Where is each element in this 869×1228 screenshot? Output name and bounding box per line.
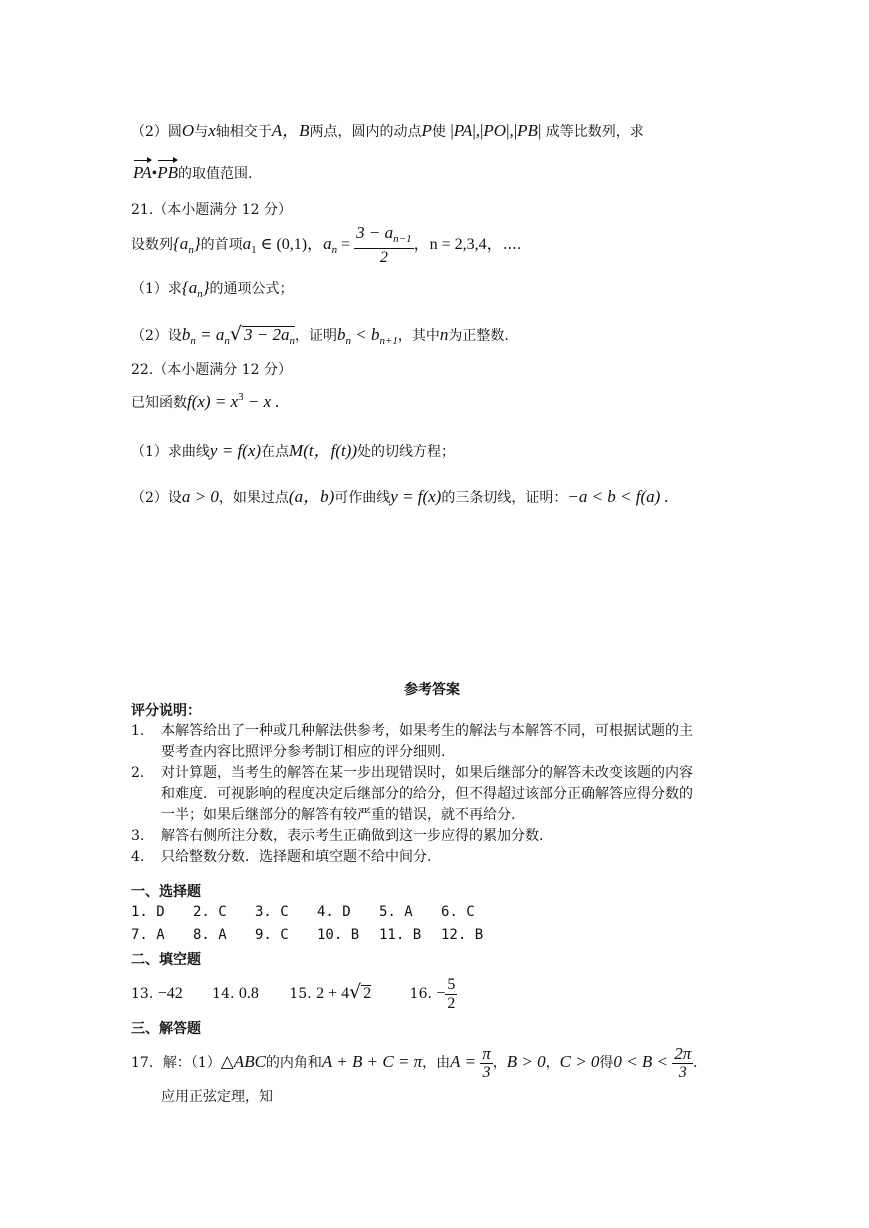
q17-line2: 应用正弦定理，知 [161, 1089, 273, 1105]
scoring-title: 评分说明： [131, 703, 201, 719]
fill-answers: 13. −42 14. 0.8 15. 2 + 4√ 2 16. − $\frac{5}{2}$ [131, 975, 456, 1012]
sqrt-expression: $3 - 2a_n$ [244, 325, 295, 347]
abs-PA: |PA|,|PO|,|PB| [450, 121, 542, 140]
scoring-item: 2. 对计算题，当考生的解答在某一步出现错误时，如果后继部分的解答未改变该题的内容 和难度．可视影响的程度决定后继部分的给分，但不得超过该部分正确解答应得分数的 一半；如果后继部分的解答有较严重的错误，就不再给分. [131, 765, 693, 823]
section-fill-title: 二、填空题 [131, 952, 201, 968]
fill-16-fraction: $\frac{5}{2}$ [447, 975, 456, 1012]
two-pi-over-3-fraction: $\frac{2\pi}{3}$ [674, 1043, 692, 1081]
section-choice-title: 一、选择题 [131, 884, 201, 900]
q20-part2-line2: PA•PB的取值范围. [133, 163, 253, 182]
q21-header: 21.（本小题满分 12 分） [131, 202, 292, 218]
scoring-item: 1. 本解答给出了一种或几种解法供参考，如果考生的解法与本解答不同，可根据试题的主 要考查内容比照评分参考制订相应的评分细则. [131, 723, 693, 760]
choice-row-2: 7. A 8. A 9. C 10. B 11. B 12. B [131, 927, 484, 943]
q22-header: 22.（本小题满分 12 分） [131, 362, 292, 378]
answers-title: 参考答案 [404, 682, 460, 698]
vector-PB: PB [157, 163, 178, 182]
choice-row-1: 1. D 2. C 3. C 4. D 5. A 6. C [131, 904, 475, 920]
q22-part1: （1）求曲线y = f(x)在点M(t，f(t))处的切线方程； [131, 441, 456, 460]
scoring-list [131, 721, 741, 868]
recurrence-fraction: $\frac{3 - a_{n-1}}{2}$ [356, 222, 412, 266]
pi-over-3-fraction: $\frac{\pi}{3}$ [482, 1043, 491, 1081]
scoring-item: 4. 只给整数分数．选择题和填空题不给中间分. [131, 849, 432, 865]
q21-stem: 设数列$\{a_n\}$的首项$a_1$ ∈ (0,1)，$a_n$ = $\frac{3 - a_{n-1}}{2}$ ，n = 2,3,4，⋯. [131, 222, 522, 266]
q20-part2-line1: （2）圆O与x轴相交于A，B两点，圆内的动点P使 |PA|,|PO|,|PB| 成等比数列，求 [131, 121, 644, 140]
q21-part1: （1）求$\{a_n\}$的通项公式； [131, 278, 294, 300]
scoring-item: 3. 解答右侧所注分数，表示考生正确做到这一步应得的累加分数. [131, 828, 544, 844]
q17-line1: 17．解：（1）△ABC的内角和A + B + C = π，由A = $\frac{\pi}{3}$ ，B > 0，C > 0得0 < B < $\frac{2\pi}{3}$ . [131, 1043, 698, 1081]
section-solution-title: 三、解答题 [131, 1021, 201, 1037]
q21-part2: （2）设$b_n = a_n√$ $3 - 2a_n$，证明$b_n < b_{n+1}$，其中n为正整数. [131, 323, 509, 347]
vector-PA: PA [133, 163, 152, 182]
q22-part2: （2）设a > 0，如果过点(a，b)可作曲线y = f(x)的三条切线，证明：−a < b < f(a) . [131, 487, 669, 506]
q22-stem: 已知函数$f(x) = x^3 - x$ . [131, 391, 280, 411]
